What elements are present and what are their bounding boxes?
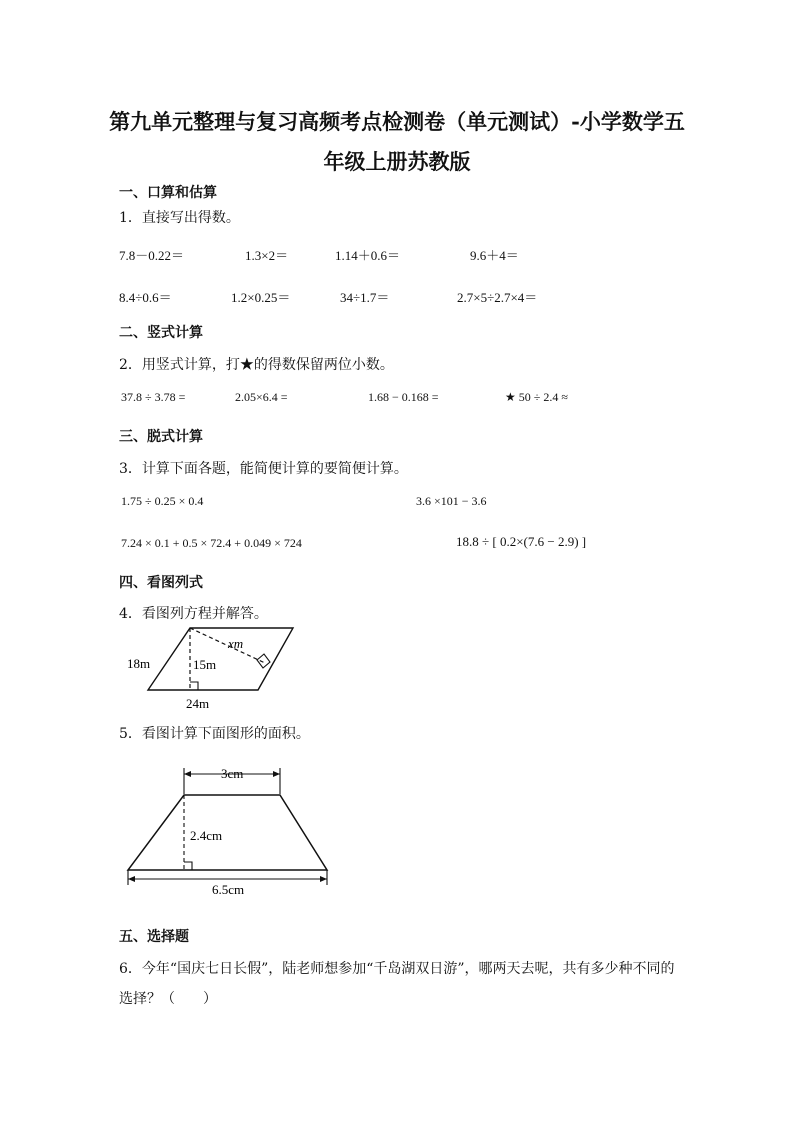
vertical-expr: 2.05×6.4 = bbox=[235, 390, 288, 404]
question-6-prompt-line2: 选择？（ ） bbox=[119, 991, 217, 1007]
stepwise-expr: 18.8 ÷ [ 0.2×(7.6 − 2.9) ] bbox=[456, 534, 587, 549]
figure2-bottom-label: 6.5cm bbox=[212, 882, 245, 897]
question-6-prompt-line1: 6．今年“国庆七日长假”，陆老师想参加“千岛湖双日游”，哪两天去呢，共有多少种不同的 bbox=[119, 961, 675, 977]
vertical-expr-starred: ★ 50 ÷ 2.4 ≈ bbox=[505, 390, 568, 404]
section-heading-figure: 四、看图列式 bbox=[119, 575, 203, 591]
stepwise-expr: 7.24 × 0.1 + 0.5 × 72.4 + 0.049 × 724 bbox=[121, 536, 302, 550]
figure1-unknown-label: xm bbox=[228, 636, 244, 651]
oral-expr: 7.8－0.22＝ bbox=[119, 248, 185, 263]
page-title-line2: 年级上册苏教版 bbox=[323, 149, 471, 174]
oral-expr: 1.3×2＝ bbox=[245, 248, 289, 263]
section-heading-vertical: 二、竖式计算 bbox=[119, 325, 203, 341]
figure1-base-label: 24m bbox=[186, 696, 210, 711]
oral-expr: 1.14＋0.6＝ bbox=[335, 248, 401, 263]
page-title-line1: 第九单元整理与复习高频考点检测卷（单元测试）-小学数学五 bbox=[109, 109, 685, 134]
parallelogram-figure bbox=[115, 620, 330, 712]
oral-expr: 9.6＋4＝ bbox=[470, 248, 519, 263]
question-2-prompt: 2．用竖式计算，打★的得数保留两位小数。 bbox=[119, 357, 394, 373]
figure2-height-label: 2.4cm bbox=[190, 828, 223, 843]
section-heading-choice: 五、选择题 bbox=[119, 929, 189, 945]
vertical-expr: 37.8 ÷ 3.78 = bbox=[121, 390, 186, 404]
question-3-prompt: 3．计算下面各题，能简便计算的要简便计算。 bbox=[119, 461, 408, 477]
section-heading-oral: 一、口算和估算 bbox=[119, 185, 217, 201]
vertical-expr: 1.68 − 0.168 = bbox=[368, 390, 439, 404]
question-1-prompt: 1．直接写出得数。 bbox=[119, 210, 240, 226]
oral-expr: 34÷1.7＝ bbox=[340, 290, 390, 305]
figure2-top-label: 3cm bbox=[221, 766, 244, 781]
oral-expr: 1.2×0.25＝ bbox=[231, 290, 291, 305]
oral-expr: 2.7×5÷2.7×4＝ bbox=[457, 290, 538, 305]
figure1-height-label: 15m bbox=[193, 657, 217, 672]
oral-expr: 8.4÷0.6＝ bbox=[119, 290, 172, 305]
trapezoid-figure bbox=[120, 760, 335, 900]
figure1-side-label: 18m bbox=[127, 656, 151, 671]
question-4-prompt: 4．看图列方程并解答。 bbox=[119, 606, 268, 622]
stepwise-expr: 3.6 ×101 − 3.6 bbox=[416, 494, 487, 508]
section-heading-stepwise: 三、脱式计算 bbox=[119, 429, 203, 445]
question-5-prompt: 5．看图计算下面图形的面积。 bbox=[119, 726, 310, 742]
stepwise-expr: 1.75 ÷ 0.25 × 0.4 bbox=[121, 494, 204, 508]
